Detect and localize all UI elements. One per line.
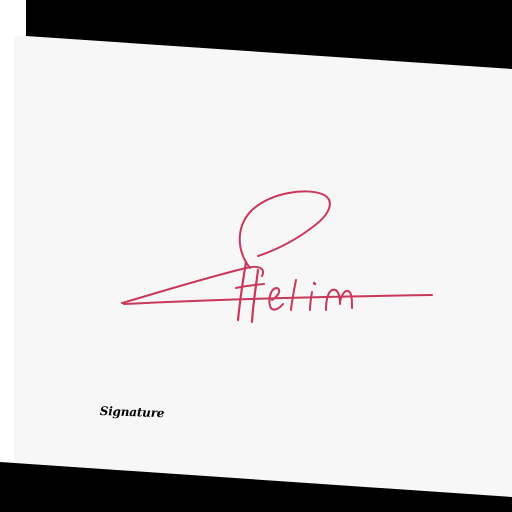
signature-caption: Signature xyxy=(99,404,165,421)
